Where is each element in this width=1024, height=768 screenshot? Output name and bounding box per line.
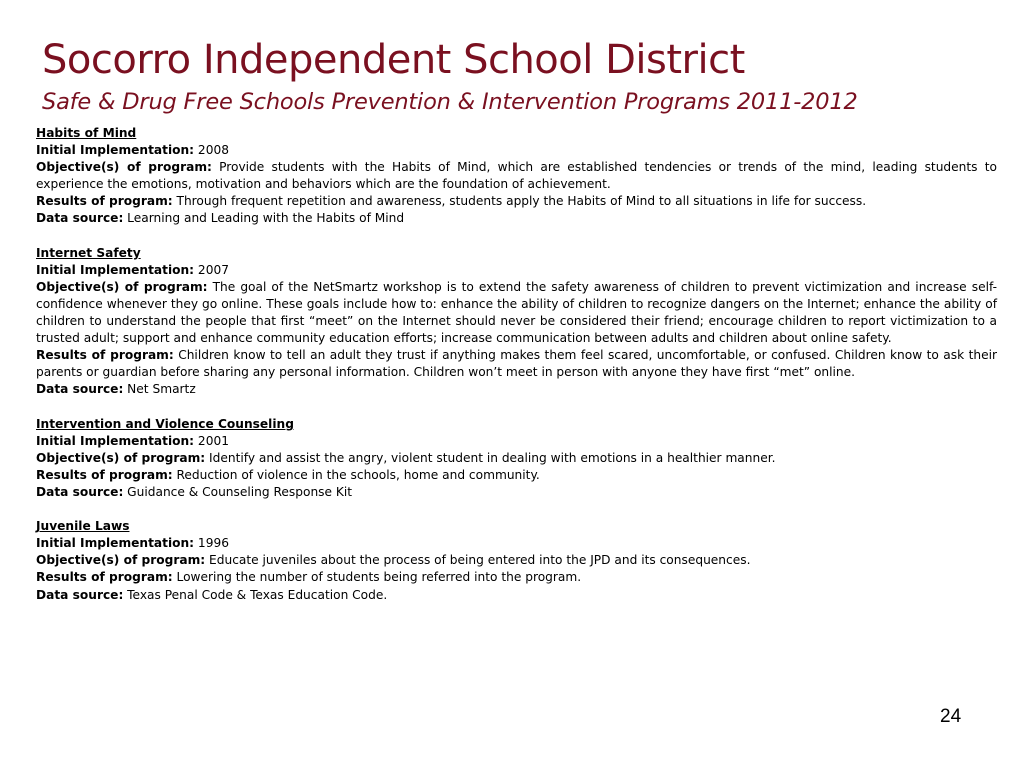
source-label: Data source: bbox=[36, 382, 124, 397]
objective-value: Educate juveniles about the process of being entered into the JPD and its consequences. bbox=[205, 553, 751, 568]
initial-label: Initial Implementation: bbox=[36, 262, 195, 277]
source-value: Texas Penal Code & Texas Education Code. bbox=[123, 587, 388, 602]
program-name: Habits of Mind bbox=[36, 126, 137, 140]
initial-implementation bbox=[36, 433, 997, 450]
results-value: Lowering the number of students being referred into the program. bbox=[172, 570, 582, 585]
initial-implementation bbox=[36, 142, 997, 159]
initial-label: Initial Implementation: bbox=[36, 143, 195, 158]
initial-value: 2001 bbox=[194, 433, 229, 448]
initial-value: 1996 bbox=[194, 536, 229, 551]
initial-implementation bbox=[36, 262, 997, 279]
objective bbox=[36, 450, 997, 467]
source-value: Guidance & Counseling Response Kit bbox=[123, 484, 353, 499]
source-label: Data source: bbox=[36, 587, 124, 602]
program-name: Internet Safety bbox=[36, 245, 141, 260]
objective-label: Objective(s) of program: bbox=[36, 553, 206, 568]
source-value: Net Smartz bbox=[123, 382, 196, 397]
source-value: Learning and Leading with the Habits of Mind bbox=[123, 211, 405, 226]
initial-value: 2008 bbox=[194, 143, 229, 158]
program-habits-of-mind bbox=[36, 125, 997, 228]
objective-label: Objective(s) of program: bbox=[36, 279, 208, 294]
initial-label: Initial Implementation: bbox=[36, 433, 195, 448]
initial-label: Initial Implementation: bbox=[36, 536, 195, 551]
results bbox=[36, 347, 997, 381]
slide-title: Socorro Independent School District bbox=[42, 37, 745, 83]
data-source bbox=[36, 210, 997, 227]
initial-implementation bbox=[36, 535, 997, 552]
source-label: Data source: bbox=[36, 484, 124, 499]
results-label: Results of program: bbox=[36, 194, 173, 209]
program-name: Juvenile Laws bbox=[36, 519, 130, 534]
results-label: Results of program: bbox=[36, 570, 173, 585]
results-value: Reduction of violence in the schools, home and community. bbox=[172, 467, 540, 482]
objective bbox=[36, 279, 997, 347]
data-source bbox=[36, 484, 997, 501]
initial-value: 2007 bbox=[194, 262, 229, 277]
source-label: Data source: bbox=[36, 211, 124, 226]
objective-label: Objective(s) of program: bbox=[36, 160, 212, 175]
objective bbox=[36, 159, 997, 193]
slide-subtitle: Safe & Drug Free Schools Prevention & Intervention Programs 2011-2012 bbox=[42, 89, 858, 115]
results bbox=[36, 467, 997, 484]
program-list bbox=[36, 125, 997, 621]
results bbox=[36, 569, 997, 586]
data-source bbox=[36, 381, 997, 398]
results bbox=[36, 193, 997, 210]
results-label: Results of program: bbox=[36, 348, 174, 363]
objective-value: The goal of the NetSmartz workshop is to extend the safety awareness of children to prevent victimization and increase self-confidence whenever they go online. These goals include how to: enhance the ability of children to recognize dangers on the Internet; enhance the ability of children to understand the people that first “meet” on the Internet should never be considered their friend; encourage children to report victimization to a trusted adult; support and enhance community education efforts; increase communication between adults and children about online safety. bbox=[36, 279, 997, 346]
objective-value: Identify and assist the angry, violent student in dealing with emotions in a healthier manner. bbox=[205, 450, 776, 465]
program-intervention-violence-counseling bbox=[36, 416, 997, 501]
results-value: Through frequent repetition and awareness, students apply the Habits of Mind to all situations in life for success. bbox=[172, 194, 867, 209]
program-internet-safety bbox=[36, 245, 997, 399]
results-label: Results of program: bbox=[36, 467, 173, 482]
results-value: Children know to tell an adult they trust if anything makes them feel scared, uncomfortable, or confused. Children know to ask their parents or guardian before sharing any personal information. Children won’t meet in person with anyone they have first “met” online. bbox=[36, 348, 998, 380]
objective-value: Provide students with the Habits of Mind, which are established tendencies or trends of the mind, leading students to experience the emotions, motivation and behaviors which are the foundation of achievement. bbox=[36, 160, 997, 192]
program-juvenile-laws bbox=[36, 518, 997, 603]
program-name: Intervention and Violence Counseling bbox=[36, 416, 294, 431]
objective bbox=[36, 552, 997, 569]
data-source bbox=[36, 587, 997, 604]
objective-label: Objective(s) of program: bbox=[36, 450, 206, 465]
page-number: 24 bbox=[940, 706, 962, 727]
